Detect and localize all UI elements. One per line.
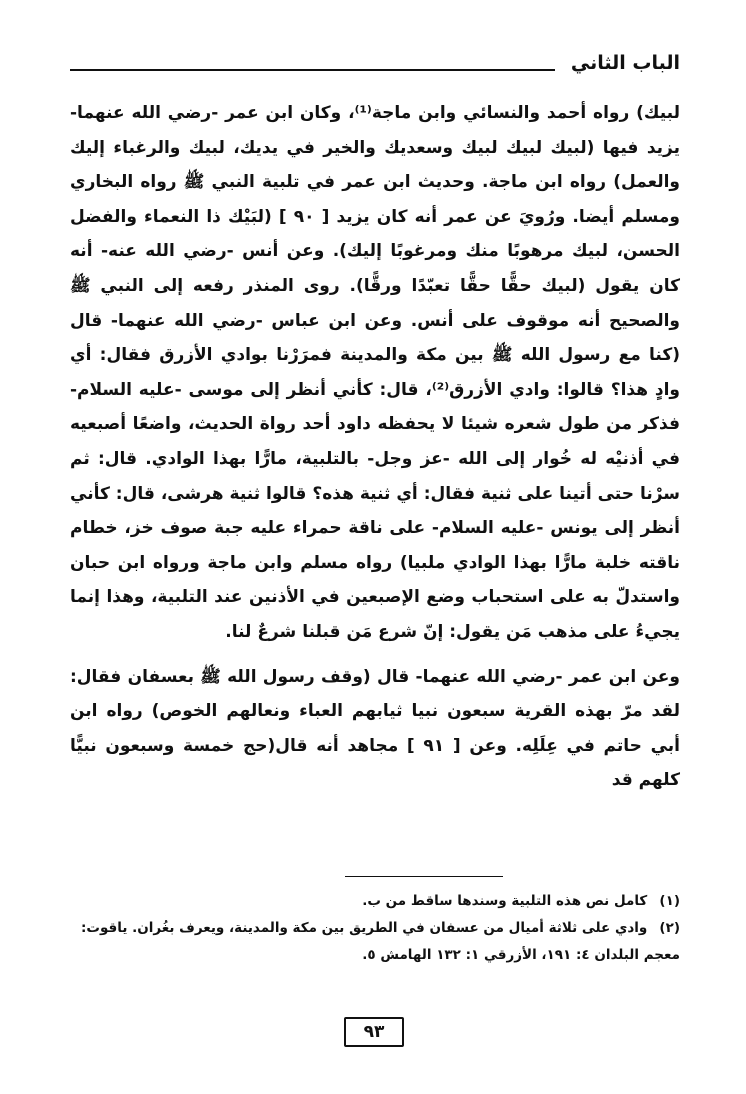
footnotes (70, 888, 680, 969)
running-header (70, 48, 680, 88)
paragraph: لبيك) رواه أحمد والنسائي وابن ماجة⁽¹⁾، وكان ابن عمر -رضي الله عنهما- يزيد فيها (لبيك لبيك لبيك وسعديك والخير في يديك، لبيك والرغباء إليك والعمل) رواه ابن ماجة. وحديث ابن عمر في تلبية النبي ﷺ رواه البخاري ومسلم أيضا. ورُويَ عن عمر أنه كان يزيد [ ٩٠ ] (لبَيْك ذا النعماء والفضل الحسن، لبيك مرهوبًا منك ومرغوبًا إليك). وعن أنس -رضي الله عنه- أنه كان يقول (لبيك حقًّا حقًّا تعبّدًا ورقًّا). روى المنذر رفعه إلى النبي ﷺ والصحيح أنه موقوف على أنس. وعن ابن عباس -رضي الله عنهما- قال (كنا مع رسول الله ﷺ بين مكة والمدينة فمرَرْنا بوادي الأزرق فقال: أي وادٍ هذا؟ قالوا: وادي الأزرق⁽²⁾، قال: كأني أنظر إلى موسى -عليه السلام- فذكر من طول شعره شيئا لا يحفظه داود أحد رواة الحديث، واضعًا أصبعيه في أذنيْه له خُوار إلى الله -عز وجل- بالتلبية، مارًّا بهذا الوادي. قال: ثم سرْنا حتى أتينا على ثنية فقال: أي ثنية هذه؟ قالوا ثنية هرشى، قال: كأني أنظر إلى يونس -عليه السلام- على ناقة حمراء عليه جبة صوف خز، خطام ناقته خلبة مارًّا بهذا الوادي ملبيا) رواه مسلم وابن ماجة ورواه ابن حبان واستدلّ به على استحباب وضع الإصبعين في الأذنين عند التلبية، وهذا إنما يجيءُ على مذهب مَن يقول: إنّ شرع مَن قبلنا شرعٌ لنا. (70, 103, 680, 642)
paragraph: وعن ابن عمر -رضي الله عنهما- قال (وقف رسول الله ﷺ بعسفان فقال: لقد مرّ بهذه القرية سبعون نبيا ثيابهم العباء ونعالهم الخوص) رواه ابن أبي حاتم في عِلَلِه. وعن [ ٩١ ] مجاهد أنه قال(حج خمسة وسبعون نبيًّا كلهم قد (70, 666, 681, 791)
page-number: ٩٣ (344, 1017, 404, 1047)
chapter-title: الباب الثاني (570, 52, 680, 74)
footnote (70, 888, 680, 915)
footnote-number: (١) (659, 893, 680, 909)
main-text (70, 96, 680, 798)
footnote-number: (٢) (659, 920, 680, 936)
footnote-text: كامل نص هذه التلبية وسندها ساقط من ب. (362, 893, 648, 909)
footnote (70, 915, 680, 969)
footnote-text: وادي على ثلاثة أميال من عسفان في الطريق بين مكة والمدينة، ويعرف بغُران. ياقوت: معجم البلدان ٤: ١٩١، الأزرقي ١: ١٣٢ الهامش ٥. (80, 920, 680, 963)
header-rule (70, 69, 555, 71)
footnote-separator (345, 876, 503, 877)
